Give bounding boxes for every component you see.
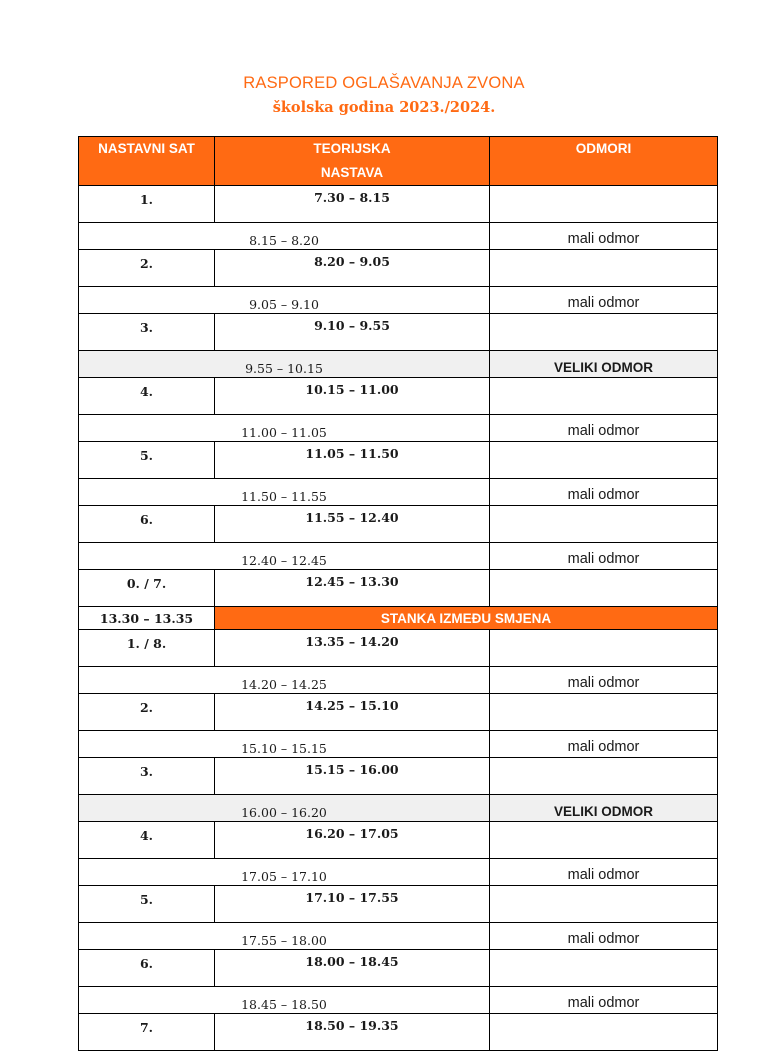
break-label: mali odmor (490, 479, 718, 506)
lesson-number: 4. (79, 822, 215, 859)
header-teorijska-nastava (215, 137, 490, 186)
lesson-time: 14.25 – 15.10 (215, 694, 490, 731)
break-time (79, 287, 490, 314)
break-time-text: 9.05 – 9.10 (249, 297, 319, 312)
big-break-row (79, 351, 718, 378)
lesson-row (79, 886, 718, 923)
break-label: mali odmor (490, 731, 718, 758)
lesson-number: 3. (79, 314, 215, 351)
break-row (79, 415, 718, 442)
break-row (79, 223, 718, 250)
break-time (79, 923, 490, 950)
break-time-text: 11.00 – 11.05 (241, 425, 327, 440)
lesson-break-cell (490, 314, 718, 351)
lesson-row (79, 630, 718, 667)
lesson-number: 3. (79, 758, 215, 795)
lesson-break-cell (490, 822, 718, 859)
lesson-break-cell (490, 378, 718, 415)
big-break-row (79, 795, 718, 822)
lesson-number: 2. (79, 694, 215, 731)
break-time-text: 18.45 – 18.50 (241, 997, 327, 1012)
lesson-break-cell (490, 1014, 718, 1051)
break-time (79, 479, 490, 506)
lesson-break-cell (490, 442, 718, 479)
break-time-text: 12.40 – 12.45 (241, 553, 327, 568)
break-time (79, 731, 490, 758)
lesson-break-cell (490, 186, 718, 223)
header-teorijska-line1: TEORIJSKA (313, 141, 391, 156)
lesson-number: 4. (79, 378, 215, 415)
break-time (79, 859, 490, 886)
lesson-number: 6. (79, 950, 215, 987)
lesson-row (79, 694, 718, 731)
lesson-number: 7. (79, 1014, 215, 1051)
break-label: VELIKI ODMOR (490, 795, 718, 822)
lesson-row (79, 822, 718, 859)
lesson-row (79, 186, 718, 223)
break-label: mali odmor (490, 859, 718, 886)
lesson-number: 6. (79, 506, 215, 543)
header-teorijska-line2: NASTAVA (320, 165, 384, 180)
break-time (79, 795, 490, 822)
break-row (79, 667, 718, 694)
shift-break-row (79, 607, 718, 630)
break-label: mali odmor (490, 287, 718, 314)
lesson-break-cell (490, 886, 718, 923)
lesson-time: 18.50 – 19.35 (215, 1014, 490, 1051)
break-row (79, 287, 718, 314)
break-row (79, 923, 718, 950)
break-label: mali odmor (490, 415, 718, 442)
lesson-row (79, 570, 718, 607)
lesson-time: 17.10 – 17.55 (215, 886, 490, 923)
page-title: RASPORED OGLAŠAVANJA ZVONA (243, 74, 525, 92)
break-row (79, 479, 718, 506)
break-time (79, 223, 490, 250)
lesson-number: 1. (79, 186, 215, 223)
lesson-time: 16.20 – 17.05 (215, 822, 490, 859)
lesson-time: 11.55 – 12.40 (215, 506, 490, 543)
lesson-row (79, 250, 718, 287)
break-row (79, 543, 718, 570)
lesson-number: 1. / 8. (79, 630, 215, 667)
break-time (79, 543, 490, 570)
bell-schedule-table (78, 136, 718, 1051)
break-time (79, 351, 490, 378)
lesson-row (79, 950, 718, 987)
break-time (79, 987, 490, 1014)
break-time-text: 17.05 – 17.10 (241, 869, 327, 884)
break-row (79, 859, 718, 886)
shift-break-label: STANKA IZMEĐU SMJENA (215, 607, 718, 630)
lesson-break-cell (490, 250, 718, 287)
lesson-row (79, 442, 718, 479)
lesson-time: 7.30 – 8.15 (215, 186, 490, 223)
lesson-number: 0. / 7. (79, 570, 215, 607)
schedule-body (79, 186, 718, 1051)
break-row (79, 987, 718, 1014)
break-time-text: 15.10 – 15.15 (241, 741, 327, 756)
lesson-time: 8.20 – 9.05 (215, 250, 490, 287)
break-time (79, 667, 490, 694)
lesson-number: 5. (79, 442, 215, 479)
lesson-time: 18.00 – 18.45 (215, 950, 490, 987)
lesson-row (79, 1014, 718, 1051)
lesson-break-cell (490, 570, 718, 607)
break-row (79, 731, 718, 758)
lesson-number: 2. (79, 250, 215, 287)
break-label: mali odmor (490, 987, 718, 1014)
lesson-time: 9.10 – 9.55 (215, 314, 490, 351)
lesson-break-cell (490, 630, 718, 667)
lesson-time: 12.45 – 13.30 (215, 570, 490, 607)
lesson-break-cell (490, 758, 718, 795)
lesson-time: 15.15 – 16.00 (215, 758, 490, 795)
break-label: mali odmor (490, 923, 718, 950)
break-time (79, 415, 490, 442)
lesson-number: 5. (79, 886, 215, 923)
break-time-text: 14.20 – 14.25 (241, 677, 327, 692)
lesson-break-cell (490, 694, 718, 731)
lesson-row (79, 758, 718, 795)
break-time-text: 16.00 – 16.20 (241, 805, 327, 820)
break-label: mali odmor (490, 543, 718, 570)
break-label: VELIKI ODMOR (490, 351, 718, 378)
break-time-text: 8.15 – 8.20 (249, 233, 319, 248)
lesson-break-cell (490, 506, 718, 543)
break-time-text: 17.55 – 18.00 (241, 933, 327, 948)
header-odmori: ODMORI (490, 137, 718, 186)
page-subtitle: školska godina 2023./2024. (272, 99, 496, 116)
header-nastavni-sat: NASTAVNI SAT (79, 137, 215, 186)
lesson-row (79, 314, 718, 351)
lesson-row (79, 378, 718, 415)
shift-break-time: 13.30 – 13.35 (79, 607, 215, 630)
table-header-row (79, 137, 718, 186)
break-label: mali odmor (490, 223, 718, 250)
lesson-time: 11.05 – 11.50 (215, 442, 490, 479)
break-time-text: 9.55 – 10.15 (245, 361, 323, 376)
lesson-time: 13.35 – 14.20 (215, 630, 490, 667)
break-time-text: 11.50 – 11.55 (241, 489, 327, 504)
lesson-time: 10.15 – 11.00 (215, 378, 490, 415)
lesson-break-cell (490, 950, 718, 987)
break-label: mali odmor (490, 667, 718, 694)
lesson-row (79, 506, 718, 543)
